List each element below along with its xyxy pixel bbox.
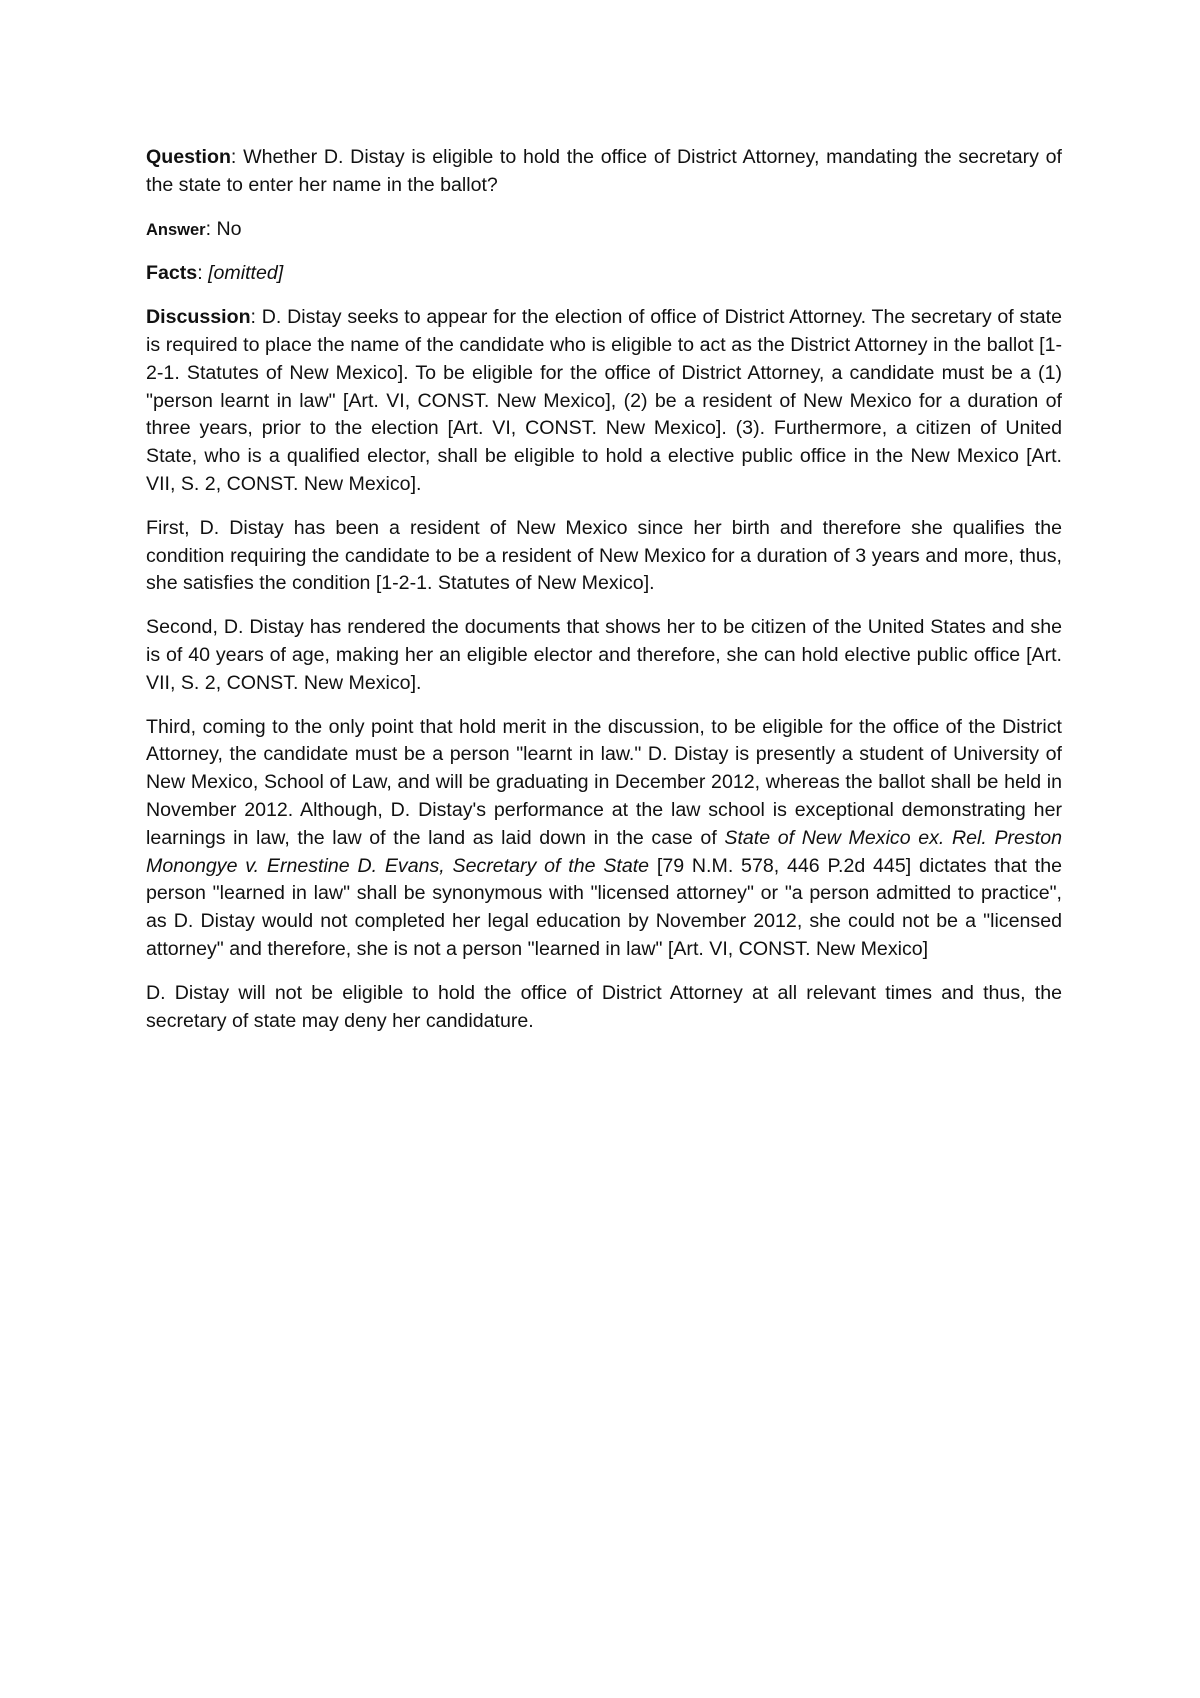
facts-text: [omitted] (208, 262, 284, 285)
question-separator: : (230, 146, 244, 168)
facts-label: Facts (146, 262, 198, 285)
third-point-text-after: [79 N.M. 578, 446 P.2d 445] dictates that the person "learned in law" shall be synonymous with "licensed attorney" or "a person admitted to practice", as D. Distay would not completed her legal education by November 2012, she could not be a "licensed attorney" and therefore, she is not a person "learned in law" [Art. VI, CONST. New Mexico] (146, 854, 1062, 960)
question-paragraph (146, 144, 1062, 200)
conclusion-paragraph: D. Distay will not be eligible to hold the office of District Attorney at all relevant times and thus, the secretary of state may deny her candidature. (146, 981, 1062, 1032)
question-label: Question (146, 146, 231, 168)
facts-separator: : (197, 262, 209, 285)
question-text: Whether D. Distay is eligible to hold the office of District Attorney, mandating the secretary of the state to enter her name in the ballot? (146, 146, 1062, 196)
discussion-label: Discussion (146, 306, 251, 329)
third-point-paragraph (146, 714, 1062, 964)
facts-paragraph (146, 260, 1062, 288)
answer-separator: : (205, 217, 217, 240)
answer-paragraph (146, 216, 1062, 245)
discussion-paragraph (146, 304, 1062, 499)
discussion-text: D. Distay seeks to appear for the election of office of District Attorney. The secretary of state is required to place the name of the candidate who is eligible to act as the District Attorney in the ballot [1-2-1. Statutes of New Mexico]. To be eligible for the office of District Attorney, a candidate must be a (1) "person learnt in law" [Art. VI, CONST. New Mexico], (2) be a resident of New Mexico for a duration of three years, prior to the election [Art. VI, CONST. New Mexico]. (3). Furthermore, a citizen of United State, who is a qualified elector, shall be eligible to hold a elective public office in the New Mexico [Art. VII, S. 2, CONST. New Mexico]. (146, 306, 1062, 495)
case-citation-name: State of New Mexico ex. Rel. Preston Monongye v. Ernestine D. Evans, Secretary of the State (146, 826, 1062, 877)
answer-label: Answer (146, 220, 206, 239)
document-body (146, 144, 1062, 1051)
third-point-text-before: Third, coming to the only point that hold merit in the discussion, to be eligible for the office of the District Attorney, the candidate must be a person "learnt in law." D. Distay is presently a student of University of New Mexico, School of Law, and will be graduating in December 2012, whereas the ballot shall be held in November 2012. Although, D. Distay's performance at the law school is exceptional demonstrating her learnings in law, the law of the land as laid down in the case of (146, 715, 1062, 849)
second-point-paragraph: Second, D. Distay has rendered the documents that shows her to be citizen of the United States and she is of 40 years of age, making her an eligible elector and therefore, she can hold elective public office [Art. VII, S. 2, CONST. New Mexico]. (146, 616, 1062, 694)
answer-text: No (216, 217, 242, 240)
discussion-separator: : (250, 306, 262, 329)
first-point-paragraph: First, D. Distay has been a resident of New Mexico since her birth and therefore she qualifies the condition requiring the candidate to be a resident of New Mexico for a duration of 3 years and more, thus, she satisfies the condition [1-2-1. Statutes of New Mexico]. (146, 516, 1062, 595)
